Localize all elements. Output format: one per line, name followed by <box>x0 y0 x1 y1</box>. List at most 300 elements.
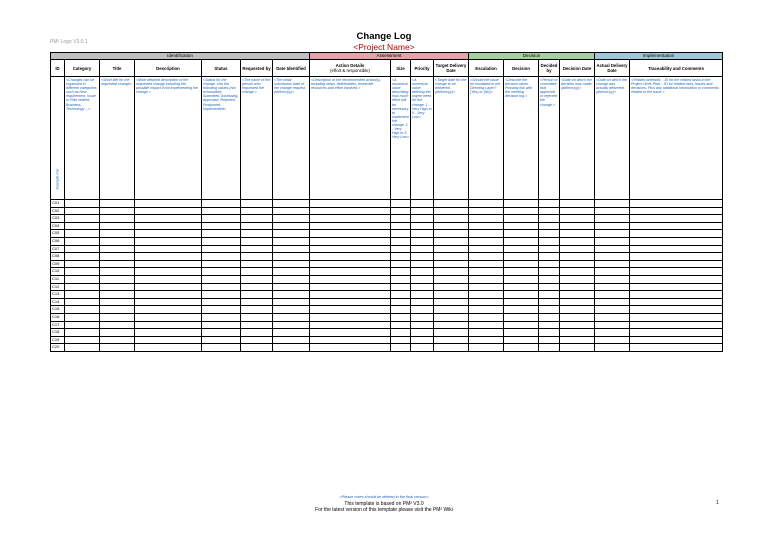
table-cell[interactable] <box>504 207 539 215</box>
example-priority[interactable]: <A numerical value defining the urgent need for the change. 1 - Very High to 5 - Very Low> <box>411 77 434 200</box>
table-cell[interactable] <box>504 336 539 344</box>
table-cell[interactable] <box>135 260 202 268</box>
table-cell[interactable] <box>560 245 595 253</box>
table-cell[interactable] <box>595 283 630 291</box>
example-category[interactable]: <Changes can be organised in different categories such as New requirement, Issue or Risk related, Business, Technology ...> <box>65 77 100 200</box>
table-cell[interactable] <box>241 336 273 344</box>
table-cell[interactable] <box>469 336 504 344</box>
table-cell[interactable] <box>560 329 595 337</box>
table-cell[interactable] <box>202 245 241 253</box>
table-cell[interactable] <box>135 313 202 321</box>
table-cell[interactable] <box>135 222 202 230</box>
table-cell[interactable] <box>241 344 273 352</box>
table-cell[interactable] <box>595 260 630 268</box>
table-cell[interactable] <box>630 275 723 283</box>
table-cell[interactable] <box>469 260 504 268</box>
table-cell[interactable] <box>560 200 595 208</box>
table-cell[interactable] <box>202 306 241 314</box>
table-cell[interactable] <box>595 313 630 321</box>
table-cell[interactable] <box>65 336 100 344</box>
table-cell[interactable] <box>241 321 273 329</box>
table-cell[interactable] <box>469 215 504 223</box>
table-cell[interactable] <box>504 313 539 321</box>
table-cell[interactable] <box>310 344 391 352</box>
table-cell[interactable] <box>135 283 202 291</box>
table-cell[interactable] <box>273 283 310 291</box>
table-cell[interactable] <box>273 207 310 215</box>
table-cell[interactable] <box>391 200 411 208</box>
table-cell[interactable] <box>202 253 241 261</box>
table-cell[interactable] <box>434 336 469 344</box>
table-cell[interactable] <box>630 321 723 329</box>
table-cell[interactable] <box>202 260 241 268</box>
table-cell[interactable] <box>595 215 630 223</box>
table-cell[interactable] <box>411 321 434 329</box>
table-cell[interactable] <box>65 200 100 208</box>
table-cell[interactable] <box>560 306 595 314</box>
table-cell[interactable] <box>504 222 539 230</box>
table-cell[interactable] <box>504 230 539 238</box>
table-cell[interactable] <box>135 298 202 306</box>
example-actual-delivery[interactable]: <Date on which the change was actually delivered. (dd/mm/yy)> <box>595 77 630 200</box>
table-cell[interactable] <box>539 275 560 283</box>
table-cell[interactable] <box>630 313 723 321</box>
table-cell[interactable] <box>310 306 391 314</box>
table-cell[interactable] <box>560 344 595 352</box>
table-cell[interactable] <box>135 215 202 223</box>
table-cell[interactable] <box>310 329 391 337</box>
table-cell[interactable] <box>560 291 595 299</box>
table-cell[interactable] <box>202 230 241 238</box>
table-cell[interactable] <box>100 245 135 253</box>
table-cell[interactable] <box>202 298 241 306</box>
table-cell[interactable] <box>65 230 100 238</box>
table-cell[interactable] <box>391 237 411 245</box>
table-cell[interactable] <box>560 230 595 238</box>
table-cell[interactable] <box>469 291 504 299</box>
table-cell[interactable] <box>202 275 241 283</box>
table-cell[interactable] <box>65 222 100 230</box>
table-cell[interactable] <box>273 321 310 329</box>
table-cell[interactable] <box>273 313 310 321</box>
table-cell[interactable] <box>630 268 723 276</box>
table-cell[interactable] <box>539 237 560 245</box>
table-cell[interactable] <box>504 283 539 291</box>
table-cell[interactable] <box>560 268 595 276</box>
example-decision[interactable]: <Describe the decision taken. Possibly link with the meeting decision log.> <box>504 77 539 200</box>
table-cell[interactable] <box>135 329 202 337</box>
table-cell[interactable] <box>630 329 723 337</box>
table-cell[interactable] <box>595 275 630 283</box>
table-cell[interactable] <box>100 237 135 245</box>
table-cell[interactable] <box>100 298 135 306</box>
table-cell[interactable] <box>100 268 135 276</box>
table-cell[interactable] <box>135 207 202 215</box>
table-cell[interactable] <box>100 329 135 337</box>
example-status[interactable]: <Status for the change. Use the following values (not exhaustive): Submitted, Assessing, Approved, Rejected, Postponed, Implemented> <box>202 77 241 200</box>
table-cell[interactable] <box>469 283 504 291</box>
table-cell[interactable] <box>434 222 469 230</box>
table-cell[interactable] <box>630 336 723 344</box>
table-cell[interactable] <box>539 291 560 299</box>
table-cell[interactable] <box>560 207 595 215</box>
table-cell[interactable] <box>539 245 560 253</box>
table-cell[interactable] <box>630 283 723 291</box>
table-cell[interactable] <box>434 268 469 276</box>
table-cell[interactable] <box>273 253 310 261</box>
table-cell[interactable] <box>595 268 630 276</box>
table-cell[interactable] <box>469 207 504 215</box>
table-cell[interactable] <box>241 253 273 261</box>
table-cell[interactable] <box>630 291 723 299</box>
table-cell[interactable] <box>241 306 273 314</box>
table-cell[interactable] <box>630 260 723 268</box>
table-cell[interactable] <box>434 207 469 215</box>
table-cell[interactable] <box>65 207 100 215</box>
table-cell[interactable] <box>100 222 135 230</box>
example-decision-date[interactable]: <Date on which the decision was made. (dd/mm/yy)> <box>560 77 595 200</box>
table-cell[interactable] <box>391 329 411 337</box>
table-cell[interactable] <box>310 321 391 329</box>
table-cell[interactable] <box>310 268 391 276</box>
table-cell[interactable] <box>504 321 539 329</box>
table-cell[interactable] <box>391 268 411 276</box>
table-cell[interactable] <box>595 336 630 344</box>
table-cell[interactable] <box>469 253 504 261</box>
table-cell[interactable] <box>273 336 310 344</box>
table-cell[interactable] <box>273 275 310 283</box>
table-cell[interactable] <box>135 275 202 283</box>
table-cell[interactable] <box>469 275 504 283</box>
table-cell[interactable] <box>411 336 434 344</box>
example-description[interactable]: <More detailed description of the requested change including the possible impact if not implementing the change.> <box>135 77 202 200</box>
table-cell[interactable] <box>434 275 469 283</box>
table-cell[interactable] <box>65 291 100 299</box>
table-cell[interactable] <box>202 329 241 337</box>
table-cell[interactable] <box>504 237 539 245</box>
table-cell[interactable] <box>539 222 560 230</box>
table-cell[interactable] <box>241 222 273 230</box>
table-cell[interactable] <box>135 291 202 299</box>
table-cell[interactable] <box>469 298 504 306</box>
table-cell[interactable] <box>630 230 723 238</box>
table-cell[interactable] <box>411 207 434 215</box>
table-cell[interactable] <box>469 245 504 253</box>
table-cell[interactable] <box>411 298 434 306</box>
table-cell[interactable] <box>202 336 241 344</box>
table-cell[interactable] <box>100 344 135 352</box>
table-cell[interactable] <box>434 253 469 261</box>
table-cell[interactable] <box>539 298 560 306</box>
table-cell[interactable] <box>434 215 469 223</box>
table-cell[interactable] <box>504 215 539 223</box>
table-cell[interactable] <box>310 298 391 306</box>
table-cell[interactable] <box>411 222 434 230</box>
table-cell[interactable] <box>595 200 630 208</box>
table-cell[interactable] <box>202 283 241 291</box>
table-cell[interactable] <box>65 298 100 306</box>
table-cell[interactable] <box>434 291 469 299</box>
table-cell[interactable] <box>391 222 411 230</box>
table-cell[interactable] <box>391 245 411 253</box>
table-cell[interactable] <box>504 291 539 299</box>
table-cell[interactable] <box>560 215 595 223</box>
table-cell[interactable] <box>630 207 723 215</box>
table-cell[interactable] <box>310 253 391 261</box>
table-cell[interactable] <box>273 222 310 230</box>
table-cell[interactable] <box>411 237 434 245</box>
table-cell[interactable] <box>273 291 310 299</box>
table-cell[interactable] <box>539 344 560 352</box>
table-cell[interactable] <box>630 298 723 306</box>
table-cell[interactable] <box>595 207 630 215</box>
table-cell[interactable] <box>595 230 630 238</box>
table-cell[interactable] <box>391 321 411 329</box>
table-cell[interactable] <box>391 291 411 299</box>
table-cell[interactable] <box>202 200 241 208</box>
table-cell[interactable] <box>65 329 100 337</box>
table-cell[interactable] <box>504 329 539 337</box>
table-cell[interactable] <box>560 321 595 329</box>
table-cell[interactable] <box>241 283 273 291</box>
example-target-delivery[interactable]: <Target date for the change to be delivered. (dd/mm/yy)> <box>434 77 469 200</box>
table-cell[interactable] <box>202 321 241 329</box>
table-cell[interactable] <box>391 260 411 268</box>
table-cell[interactable] <box>504 344 539 352</box>
table-cell[interactable] <box>469 268 504 276</box>
table-cell[interactable] <box>273 200 310 208</box>
table-cell[interactable] <box>504 260 539 268</box>
table-cell[interactable] <box>469 313 504 321</box>
table-cell[interactable] <box>310 313 391 321</box>
table-cell[interactable] <box>411 230 434 238</box>
table-cell[interactable] <box>65 237 100 245</box>
table-cell[interactable] <box>504 275 539 283</box>
table-cell[interactable] <box>135 200 202 208</box>
table-cell[interactable] <box>202 291 241 299</box>
table-cell[interactable] <box>310 260 391 268</box>
table-cell[interactable] <box>241 207 273 215</box>
table-cell[interactable] <box>411 283 434 291</box>
table-cell[interactable] <box>434 344 469 352</box>
table-cell[interactable] <box>560 222 595 230</box>
table-cell[interactable] <box>241 275 273 283</box>
table-cell[interactable] <box>135 344 202 352</box>
table-cell[interactable] <box>630 222 723 230</box>
table-cell[interactable] <box>273 329 310 337</box>
table-cell[interactable] <box>630 344 723 352</box>
table-cell[interactable] <box>310 245 391 253</box>
example-decided-by[interactable]: <Person or committee that approved or rejected the change.> <box>539 77 560 200</box>
table-cell[interactable] <box>135 306 202 314</box>
table-cell[interactable] <box>539 200 560 208</box>
table-cell[interactable] <box>434 260 469 268</box>
table-cell[interactable] <box>65 321 100 329</box>
table-cell[interactable] <box>434 200 469 208</box>
table-cell[interactable] <box>434 321 469 329</box>
table-cell[interactable] <box>310 222 391 230</box>
table-cell[interactable] <box>560 275 595 283</box>
table-cell[interactable] <box>391 215 411 223</box>
table-cell[interactable] <box>504 200 539 208</box>
example-escalation[interactable]: <Should the issue be escalated to the Directing Layer? (Yes) or (No)> <box>469 77 504 200</box>
table-cell[interactable] <box>560 260 595 268</box>
table-cell[interactable] <box>539 321 560 329</box>
table-cell[interactable] <box>411 215 434 223</box>
table-cell[interactable] <box>273 298 310 306</box>
table-cell[interactable] <box>202 207 241 215</box>
table-cell[interactable] <box>391 336 411 344</box>
table-cell[interactable] <box>273 268 310 276</box>
table-cell[interactable] <box>391 253 411 261</box>
table-cell[interactable] <box>391 298 411 306</box>
table-cell[interactable] <box>595 298 630 306</box>
table-cell[interactable] <box>65 260 100 268</box>
table-cell[interactable] <box>411 253 434 261</box>
example-action-details[interactable]: <Description of the recommended action(s), including steps, deliverables, timescale, resources and effort involved.> <box>310 77 391 200</box>
table-cell[interactable] <box>273 245 310 253</box>
table-cell[interactable] <box>560 336 595 344</box>
table-cell[interactable] <box>100 291 135 299</box>
table-cell[interactable] <box>135 268 202 276</box>
table-cell[interactable] <box>411 291 434 299</box>
table-cell[interactable] <box>65 245 100 253</box>
table-cell[interactable] <box>310 237 391 245</box>
table-cell[interactable] <box>391 230 411 238</box>
table-cell[interactable] <box>504 245 539 253</box>
table-cell[interactable] <box>273 230 310 238</box>
table-cell[interactable] <box>310 215 391 223</box>
table-cell[interactable] <box>630 215 723 223</box>
table-cell[interactable] <box>469 200 504 208</box>
table-cell[interactable] <box>411 200 434 208</box>
table-cell[interactable] <box>273 306 310 314</box>
table-cell[interactable] <box>434 298 469 306</box>
table-cell[interactable] <box>434 245 469 253</box>
table-cell[interactable] <box>595 245 630 253</box>
table-cell[interactable] <box>273 215 310 223</box>
table-cell[interactable] <box>391 275 411 283</box>
table-cell[interactable] <box>630 237 723 245</box>
table-cell[interactable] <box>411 313 434 321</box>
table-cell[interactable] <box>202 222 241 230</box>
table-cell[interactable] <box>539 207 560 215</box>
table-cell[interactable] <box>434 283 469 291</box>
table-cell[interactable] <box>241 298 273 306</box>
table-cell[interactable] <box>241 291 273 299</box>
table-cell[interactable] <box>469 321 504 329</box>
table-cell[interactable] <box>469 237 504 245</box>
table-cell[interactable] <box>539 215 560 223</box>
table-cell[interactable] <box>65 283 100 291</box>
table-cell[interactable] <box>241 245 273 253</box>
table-cell[interactable] <box>504 298 539 306</box>
table-cell[interactable] <box>630 245 723 253</box>
table-cell[interactable] <box>539 336 560 344</box>
table-cell[interactable] <box>100 207 135 215</box>
table-cell[interactable] <box>100 230 135 238</box>
table-cell[interactable] <box>411 268 434 276</box>
table-cell[interactable] <box>539 329 560 337</box>
table-cell[interactable] <box>560 253 595 261</box>
table-cell[interactable] <box>411 344 434 352</box>
table-cell[interactable] <box>135 336 202 344</box>
table-cell[interactable] <box>391 313 411 321</box>
table-cell[interactable] <box>560 237 595 245</box>
table-cell[interactable] <box>273 344 310 352</box>
table-cell[interactable] <box>595 344 630 352</box>
table-cell[interactable] <box>411 260 434 268</box>
table-cell[interactable] <box>630 200 723 208</box>
table-cell[interactable] <box>135 321 202 329</box>
table-cell[interactable] <box>202 237 241 245</box>
table-cell[interactable] <box>560 313 595 321</box>
example-requested-by[interactable]: <The name of the person who requested the change.> <box>241 77 273 200</box>
table-cell[interactable] <box>411 245 434 253</box>
table-cell[interactable] <box>539 306 560 314</box>
table-cell[interactable] <box>100 253 135 261</box>
table-cell[interactable] <box>434 230 469 238</box>
table-cell[interactable] <box>135 237 202 245</box>
table-cell[interactable] <box>411 275 434 283</box>
table-cell[interactable] <box>100 336 135 344</box>
table-cell[interactable] <box>273 260 310 268</box>
table-cell[interactable] <box>469 344 504 352</box>
table-cell[interactable] <box>65 268 100 276</box>
table-cell[interactable] <box>434 306 469 314</box>
table-cell[interactable] <box>434 237 469 245</box>
table-cell[interactable] <box>100 283 135 291</box>
table-cell[interactable] <box>539 313 560 321</box>
table-cell[interactable] <box>469 222 504 230</box>
table-cell[interactable] <box>391 306 411 314</box>
table-cell[interactable] <box>135 253 202 261</box>
table-cell[interactable] <box>469 306 504 314</box>
table-cell[interactable] <box>135 245 202 253</box>
table-cell[interactable] <box>241 230 273 238</box>
table-cell[interactable] <box>100 313 135 321</box>
table-cell[interactable] <box>434 313 469 321</box>
table-cell[interactable] <box>539 268 560 276</box>
table-cell[interactable] <box>411 329 434 337</box>
table-cell[interactable] <box>202 313 241 321</box>
table-cell[interactable] <box>391 283 411 291</box>
table-cell[interactable] <box>241 237 273 245</box>
table-cell[interactable] <box>504 306 539 314</box>
table-cell[interactable] <box>135 230 202 238</box>
table-cell[interactable] <box>65 313 100 321</box>
table-cell[interactable] <box>595 291 630 299</box>
table-cell[interactable] <box>100 200 135 208</box>
table-cell[interactable] <box>241 260 273 268</box>
table-cell[interactable] <box>241 313 273 321</box>
table-cell[interactable] <box>273 237 310 245</box>
table-cell[interactable] <box>469 230 504 238</box>
table-cell[interactable] <box>539 253 560 261</box>
table-cell[interactable] <box>310 336 391 344</box>
table-cell[interactable] <box>595 253 630 261</box>
table-cell[interactable] <box>434 329 469 337</box>
table-cell[interactable] <box>65 275 100 283</box>
example-date-identified[interactable]: <The initial submission date of the change request. (dd/mm/yy)> <box>273 77 310 200</box>
table-cell[interactable] <box>391 344 411 352</box>
table-cell[interactable] <box>100 215 135 223</box>
table-cell[interactable] <box>539 230 560 238</box>
table-cell[interactable] <box>595 321 630 329</box>
table-cell[interactable] <box>630 253 723 261</box>
table-cell[interactable] <box>65 344 100 352</box>
table-cell[interactable] <box>539 283 560 291</box>
